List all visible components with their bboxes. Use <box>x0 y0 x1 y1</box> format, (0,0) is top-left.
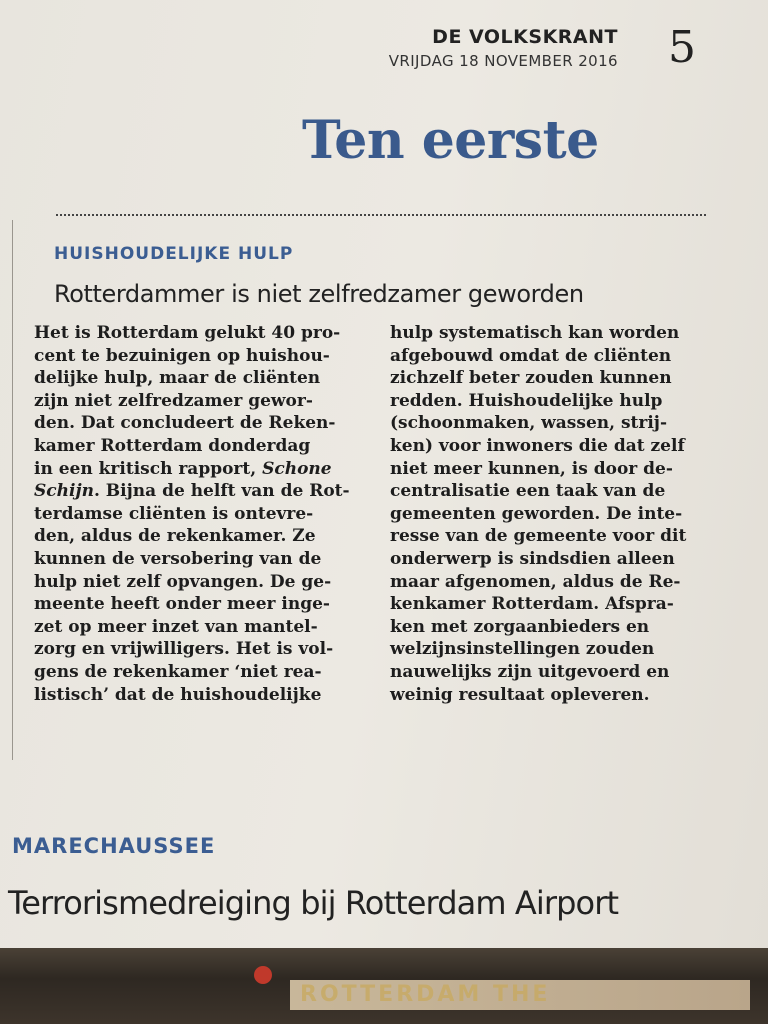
text-line: niet meer kunnen, is door de- <box>390 458 673 479</box>
text-line <box>34 458 364 481</box>
dotted-divider <box>56 214 706 216</box>
photo-banner-text: ROTTERDAM THE <box>300 982 551 1007</box>
text-line: hulp systematisch kan worden <box>390 323 680 343</box>
article-headline-2: Terrorismedreiging bij Rotterdam Airport <box>8 884 619 922</box>
article-column-2 <box>390 322 720 706</box>
article-headline: Rotterdammer is niet zelfredzamer geworden <box>54 280 584 308</box>
text-line: ken met zorgaanbieders en <box>390 616 650 637</box>
text-line: terdamse cliënten is ontevre- <box>34 503 314 524</box>
text-line: centralisatie een taak van de <box>390 481 666 502</box>
text-line: maar afgenomen, aldus de Re- <box>390 571 681 592</box>
text-line: kenkamer Rotterdam. Afspra- <box>390 594 674 615</box>
text-line: onderwerp is sindsdien alleen <box>390 548 675 569</box>
text-line: den. Dat concludeert de Reken- <box>34 413 336 434</box>
light-icon <box>254 966 272 984</box>
text-line: nauwelijks zijn uitgevoerd en <box>390 661 670 682</box>
text-line <box>34 480 364 503</box>
text-line: kamer Rotterdam donderdag <box>34 435 311 456</box>
paper-name: DE VOLKSKRANT <box>432 26 618 48</box>
text-line: zichzelf beter zouden kunnen <box>390 368 672 389</box>
section-title: Ten eerste <box>302 110 599 171</box>
text-line: meente heeft onder meer inge- <box>34 594 330 615</box>
report-title-part: Schijn <box>34 481 94 502</box>
paper-date: VRIJDAG 18 NOVEMBER 2016 <box>388 52 618 70</box>
text-line: ken) voor inwoners die dat zelf <box>390 435 685 456</box>
page-number: 5 <box>668 22 696 73</box>
masthead <box>389 26 618 70</box>
text-line: zet op meer inzet van mantel- <box>34 616 318 637</box>
column-rule <box>12 220 13 760</box>
text-line: den, aldus de rekenkamer. Ze <box>34 526 316 547</box>
airport-photo <box>0 948 768 1024</box>
text-line: delijke hulp, maar de cliënten <box>34 368 321 389</box>
text-line: listisch’ dat de huishoudelijke <box>34 684 322 705</box>
text-line: redden. Huishoudelijke hulp <box>390 390 663 411</box>
text-line: kunnen de versobering van de <box>34 548 322 569</box>
text-line: gemeenten geworden. De inte- <box>390 503 683 524</box>
text-fragment: . Bijna de helft van de Rot- <box>93 481 350 502</box>
text-fragment: in een kritisch rapport, <box>34 458 257 479</box>
text-line: Het is Rotterdam gelukt 40 pro- <box>34 323 341 343</box>
text-line: gens de rekenkamer ‘niet rea- <box>34 661 322 682</box>
text-line: welzijnsinstellingen zouden <box>390 639 655 660</box>
article-column-1 <box>34 322 364 706</box>
article-kicker: HUISHOUDELIJKE HULP <box>54 244 294 264</box>
text-line: zijn niet zelfredzamer gewor- <box>34 390 313 411</box>
text-line: zorg en vrijwilligers. Het is vol- <box>34 639 334 660</box>
article-kicker-2: MARECHAUSSEE <box>12 834 216 858</box>
text-line: (schoonmaken, wassen, strij- <box>390 413 668 434</box>
text-line: hulp niet zelf opvangen. De ge- <box>34 571 332 592</box>
text-line: resse van de gemeente voor dit <box>390 526 687 547</box>
report-title-part: Schone <box>262 458 332 479</box>
text-line: weinig resultaat opleveren. <box>390 684 650 705</box>
text-line: afgebouwd omdat de cliënten <box>390 345 672 366</box>
text-line: cent te bezuinigen op huishou- <box>34 345 330 366</box>
